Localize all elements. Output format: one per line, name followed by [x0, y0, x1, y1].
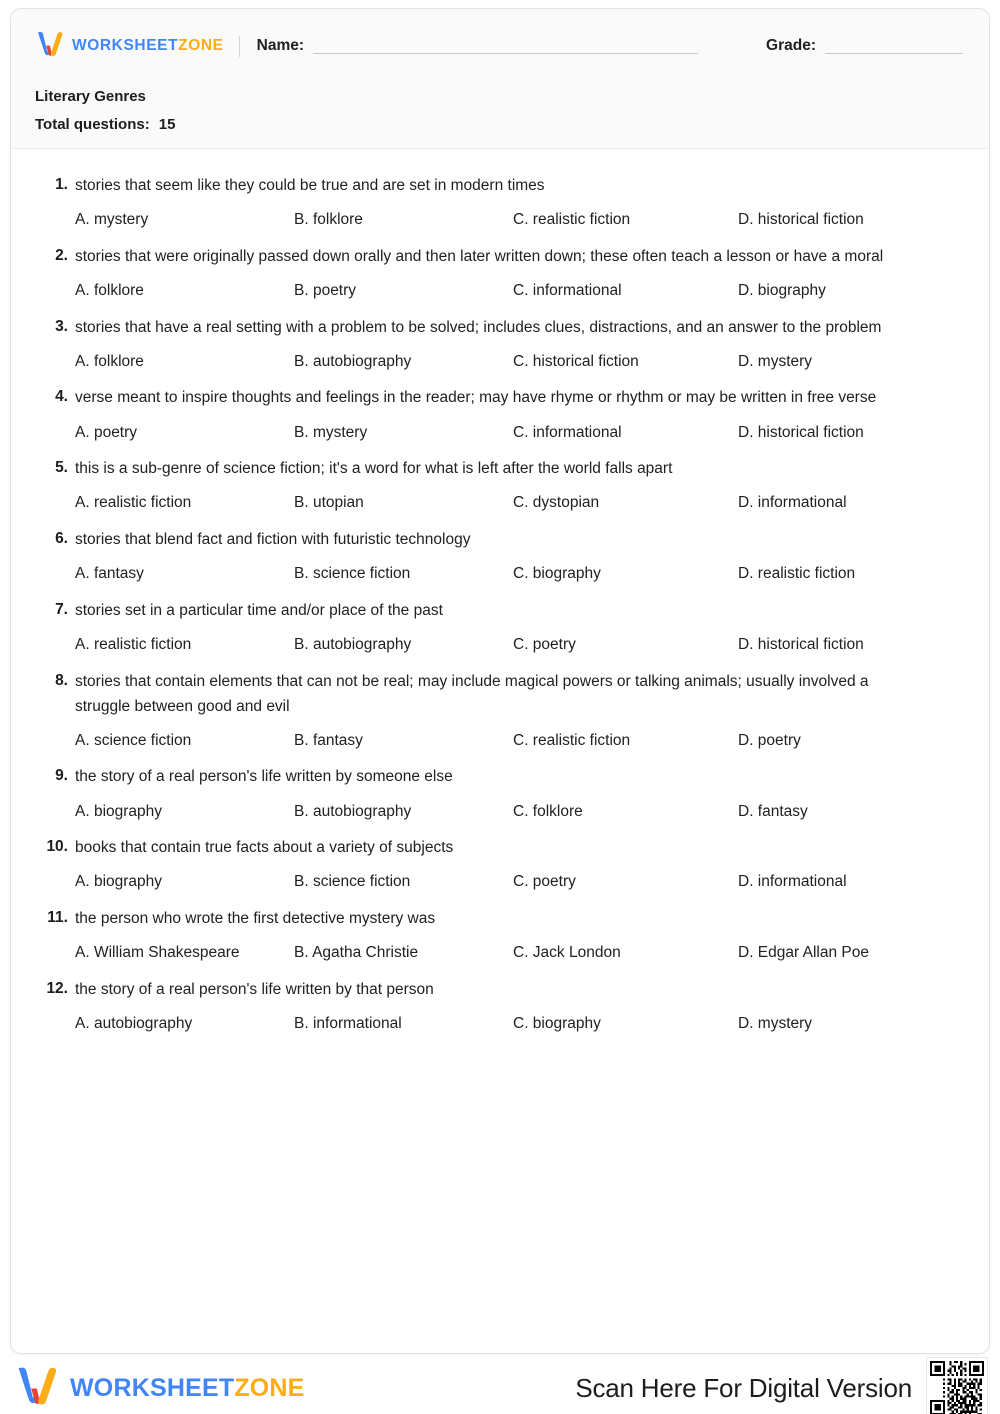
worksheet-header: [11, 9, 989, 149]
scan-instruction-text: Scan Here For Digital Version: [575, 1372, 912, 1403]
footer-brand-name-zone: ZONE: [234, 1373, 305, 1402]
option-c[interactable]: C. dystopian: [513, 494, 600, 512]
question-number: 12.: [46, 979, 68, 997]
question-number: 7.: [55, 600, 68, 618]
option-b[interactable]: B. poetry: [294, 281, 357, 299]
footer-brand-logo: [14, 1366, 305, 1411]
footer-brand-name: [70, 1373, 305, 1402]
grade-field-line[interactable]: [825, 53, 963, 54]
question-options: [41, 730, 959, 752]
question-head: [41, 598, 959, 623]
option-a[interactable]: A. William Shakespeare: [75, 944, 240, 962]
brand-name-worksheet: WORKSHEET: [72, 37, 179, 55]
question-item: [41, 764, 959, 822]
question-item: [41, 385, 959, 443]
question-head: [41, 385, 959, 410]
worksheet-meta: [35, 85, 965, 137]
total-questions-count: 15: [158, 116, 176, 134]
option-a[interactable]: A. folklore: [75, 352, 144, 370]
option-b[interactable]: B. informational: [294, 1014, 402, 1032]
question-item: [41, 315, 959, 373]
option-c[interactable]: C. informational: [513, 423, 622, 441]
question-text: stories set in a particular time and/or place of the past: [75, 601, 443, 619]
question-head: [41, 173, 959, 198]
option-c[interactable]: C. realistic fiction: [513, 211, 631, 229]
question-options: [41, 492, 959, 514]
question-options: [41, 563, 959, 585]
total-questions-label: Total questions:: [35, 116, 150, 134]
option-b[interactable]: B. utopian: [294, 494, 364, 512]
question-number: 8.: [55, 671, 68, 689]
question-text: books that contain true facts about a variety of subjects: [75, 839, 454, 857]
question-text: this is a sub-genre of science fiction; it's a word for what is left after the world falls apart: [75, 460, 673, 478]
option-d[interactable]: D. Edgar Allan Poe: [738, 944, 869, 962]
question-head: [41, 977, 959, 1002]
option-d[interactable]: D. historical fiction: [738, 635, 864, 653]
option-d[interactable]: D. historical fiction: [738, 423, 864, 441]
option-c[interactable]: C. historical fiction: [513, 352, 639, 370]
name-field-label: Name:: [256, 37, 305, 54]
question-number: 11.: [47, 909, 68, 927]
question-head: [41, 527, 959, 552]
option-c[interactable]: C. Jack London: [513, 944, 621, 962]
option-a[interactable]: A. biography: [75, 873, 163, 891]
option-c[interactable]: C. poetry: [513, 635, 576, 653]
option-b[interactable]: B. autobiography: [294, 635, 412, 653]
option-b[interactable]: B. mystery: [294, 423, 368, 441]
question-options: [41, 942, 959, 964]
question-item: [41, 977, 959, 1035]
option-d[interactable]: D. poetry: [738, 731, 801, 749]
question-number: 4.: [55, 388, 68, 406]
question-options: [41, 1013, 959, 1035]
question-options: [41, 634, 959, 656]
option-b[interactable]: B. fantasy: [294, 731, 363, 749]
qr-code-icon[interactable]: [926, 1357, 988, 1414]
worksheet-zone-w-icon: [35, 31, 65, 62]
option-d[interactable]: D. realistic fiction: [738, 565, 856, 583]
footer-brand-name-worksheet: WORKSHEET: [70, 1373, 235, 1402]
option-a[interactable]: A. mystery: [75, 211, 149, 229]
question-item: [41, 456, 959, 514]
option-c[interactable]: C. folklore: [513, 802, 583, 820]
option-c[interactable]: C. biography: [513, 1014, 601, 1032]
option-c[interactable]: C. poetry: [513, 873, 576, 891]
option-a[interactable]: A. folklore: [75, 281, 144, 299]
question-text: verse meant to inspire thoughts and feelings in the reader; may have rhyme or rhythm or may be written in free verse: [75, 389, 877, 407]
option-d[interactable]: D. informational: [738, 873, 847, 891]
question-item: [41, 669, 959, 752]
option-b[interactable]: B. autobiography: [294, 802, 412, 820]
question-head: [41, 906, 959, 931]
header-identity-row: [35, 29, 965, 63]
question-number: 2.: [55, 246, 68, 264]
option-a[interactable]: A. fantasy: [75, 565, 144, 583]
question-item: [41, 598, 959, 656]
question-text: the story of a real person's life written by that person: [75, 980, 434, 998]
option-d[interactable]: D. mystery: [738, 1014, 813, 1032]
option-a[interactable]: A. science fiction: [75, 731, 192, 749]
question-text: stories that have a real setting with a problem to be solved; includes clues, distractions, and an answer to the problem: [75, 318, 882, 336]
option-b[interactable]: B. science fiction: [294, 565, 411, 583]
option-d[interactable]: D. mystery: [738, 352, 813, 370]
question-options: [41, 422, 959, 444]
worksheet-zone-w-icon: [14, 1366, 60, 1411]
option-a[interactable]: A. autobiography: [75, 1014, 193, 1032]
option-b[interactable]: B. science fiction: [294, 873, 411, 891]
question-head: [41, 315, 959, 340]
question-options: [41, 351, 959, 373]
question-text: stories that contain elements that can not be real; may include magical powers or talking animals; usually involved a struggle between good and evil: [75, 672, 869, 715]
option-a[interactable]: A. realistic fiction: [75, 494, 192, 512]
page-footer: [0, 1362, 1000, 1414]
question-number: 5.: [55, 459, 68, 477]
header-divider: [239, 36, 240, 57]
option-a[interactable]: A. realistic fiction: [75, 635, 192, 653]
option-b[interactable]: B. autobiography: [294, 352, 412, 370]
question-text: stories that blend fact and fiction with futuristic technology: [75, 530, 471, 548]
question-item: [41, 835, 959, 893]
question-text: the person who wrote the first detective mystery was: [75, 910, 436, 928]
option-c[interactable]: C. informational: [513, 281, 622, 299]
question-item: [41, 906, 959, 964]
option-d[interactable]: D. biography: [738, 281, 826, 299]
question-number: 10.: [46, 838, 68, 856]
question-options: [41, 801, 959, 823]
question-text: the story of a real person's life written by someone else: [75, 768, 453, 786]
option-b[interactable]: B. Agatha Christie: [294, 944, 419, 962]
option-b[interactable]: B. folklore: [294, 211, 363, 229]
question-head: [41, 835, 959, 860]
worksheet-title: Literary Genres: [35, 88, 146, 105]
option-d[interactable]: D. informational: [738, 494, 847, 512]
question-options: [41, 280, 959, 302]
option-a[interactable]: A. poetry: [75, 423, 138, 441]
grade-field-label: Grade:: [766, 37, 816, 54]
question-number: 9.: [55, 767, 68, 785]
option-d[interactable]: D. historical fiction: [738, 211, 864, 229]
question-options: [41, 871, 959, 893]
brand-name-zone: ZONE: [178, 37, 224, 55]
question-options: [41, 209, 959, 231]
questions-list: [11, 149, 989, 1035]
option-c[interactable]: C. realistic fiction: [513, 731, 631, 749]
total-questions: [35, 113, 965, 136]
question-head: [41, 244, 959, 269]
question-item: [41, 173, 959, 231]
name-field-line[interactable]: [313, 53, 698, 54]
question-head: [41, 764, 959, 789]
question-item: [41, 527, 959, 585]
option-d[interactable]: D. fantasy: [738, 802, 808, 820]
question-text: stories that seem like they could be true and are set in modern times: [75, 177, 545, 194]
question-number: 1.: [55, 176, 68, 193]
question-item: [41, 244, 959, 302]
brand-name: [72, 38, 224, 54]
option-a[interactable]: A. biography: [75, 802, 163, 820]
question-number: 6.: [55, 529, 68, 547]
question-number: 3.: [55, 317, 68, 335]
option-c[interactable]: C. biography: [513, 565, 601, 583]
question-head: [41, 456, 959, 481]
worksheet-card: [10, 8, 990, 1354]
question-text: stories that were originally passed down orally and then later written down; these often teach a lesson or have a moral: [75, 247, 884, 265]
question-head: [41, 669, 959, 719]
brand-logo: [35, 31, 224, 62]
